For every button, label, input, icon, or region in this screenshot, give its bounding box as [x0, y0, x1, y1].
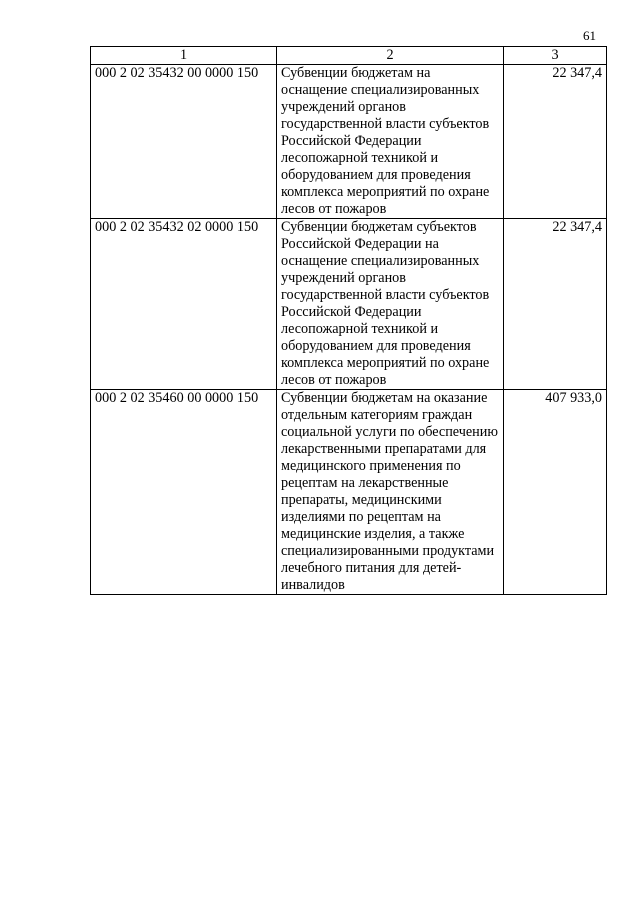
column-header-2: 2 — [277, 47, 504, 65]
description: Субвенции бюджетам субъектов Российской Федерации на оснащение специализированных учреждений органов государственной власти субъектов Российской Федерации лесопожарной техникой и оборудованием для проведения комплекса мероприятий по охране лесов от пожаров — [277, 219, 504, 390]
amount: 22 347,4 — [504, 219, 607, 390]
column-header-3: 3 — [504, 47, 607, 65]
amount: 407 933,0 — [504, 390, 607, 595]
table-header-row — [91, 47, 607, 65]
description: Субвенции бюджетам на оказание отдельным категориям граждан социальной услуги по обеспечению лекарственными препаратами для медицинского применения по рецептам на лекарственные препараты, медицинскими изделиями по рецептам на медицинские изделия, а также специализированными продуктами лечебного питания для детей-инвалидов — [277, 390, 504, 595]
table-row — [91, 219, 607, 390]
table-row — [91, 390, 607, 595]
budget-code: 000 2 02 35460 00 0000 150 — [91, 390, 277, 595]
description: Субвенции бюджетам на оснащение специализированных учреждений органов государственной власти субъектов Российской Федерации лесопожарной техникой и оборудованием для проведения комплекса мероприятий по охране лесов от пожаров — [277, 65, 504, 219]
page-number: 61 — [583, 28, 596, 43]
budget-table — [90, 46, 607, 595]
budget-code: 000 2 02 35432 00 0000 150 — [91, 65, 277, 219]
column-header-1: 1 — [91, 47, 277, 65]
table-row — [91, 65, 607, 219]
budget-code: 000 2 02 35432 02 0000 150 — [91, 219, 277, 390]
amount: 22 347,4 — [504, 65, 607, 219]
